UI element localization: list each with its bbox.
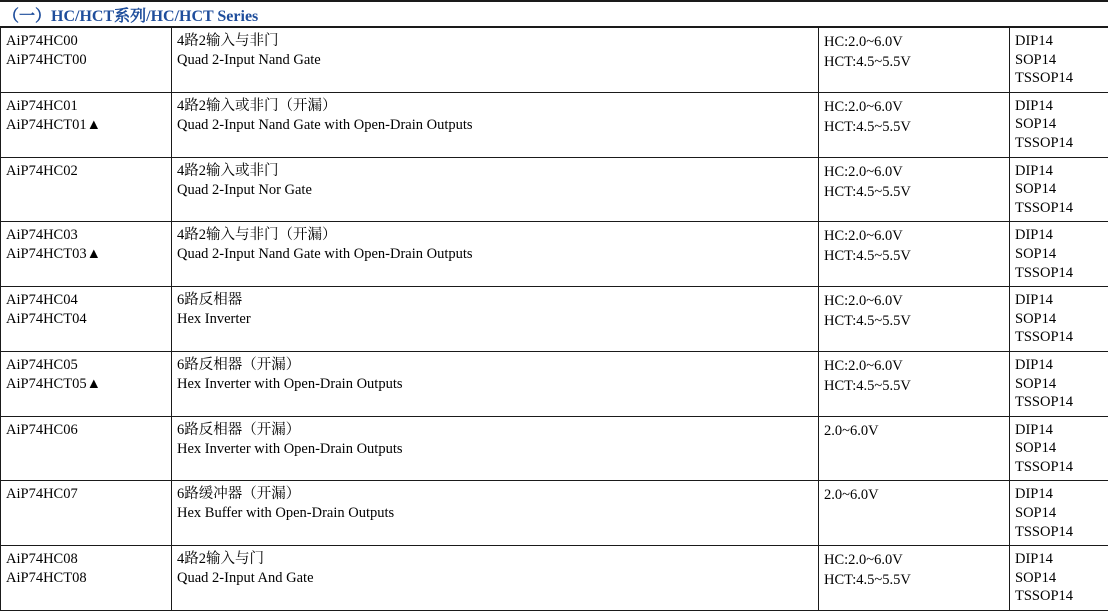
- package-text: SOP14: [1015, 504, 1108, 523]
- part-number-text: AiP74HCT05▲: [6, 375, 166, 394]
- package-cell: [1010, 351, 1108, 416]
- voltage-text: HCT:4.5~5.5V: [824, 117, 1004, 137]
- package-cell: [1010, 92, 1108, 157]
- part-number-text: AiP74HCT00: [6, 51, 166, 70]
- package-text: DIP14: [1015, 226, 1108, 245]
- package-text: TSSOP14: [1015, 69, 1108, 88]
- part-number-text: AiP74HCT08: [6, 569, 166, 588]
- table-row: [1, 351, 1108, 416]
- voltage-cell: [819, 222, 1010, 287]
- table-row: [1, 287, 1108, 352]
- description-chinese: 4路2输入或非门（开漏）: [177, 97, 813, 116]
- package-text: DIP14: [1015, 32, 1108, 51]
- part-number-cell: [1, 546, 172, 611]
- part-number-text: AiP74HCT04: [6, 310, 166, 329]
- package-text: SOP14: [1015, 180, 1108, 199]
- package-text: DIP14: [1015, 97, 1108, 116]
- voltage-text: HC:2.0~6.0V: [824, 356, 1004, 376]
- description-chinese: 6路反相器: [177, 291, 813, 310]
- part-number-cell: [1, 28, 172, 93]
- part-number-cell: [1, 481, 172, 546]
- package-text: TSSOP14: [1015, 458, 1108, 477]
- package-cell: [1010, 416, 1108, 481]
- description-english: Hex Inverter with Open-Drain Outputs: [177, 375, 813, 394]
- part-number-text: AiP74HC06: [6, 421, 166, 440]
- voltage-text: HC:2.0~6.0V: [824, 97, 1004, 117]
- description-cell: [172, 481, 819, 546]
- package-text: SOP14: [1015, 439, 1108, 458]
- description-cell: [172, 287, 819, 352]
- description-cell: [172, 157, 819, 222]
- package-text: DIP14: [1015, 291, 1108, 310]
- description-chinese: 4路2输入与非门（开漏）: [177, 226, 813, 245]
- package-text: TSSOP14: [1015, 264, 1108, 283]
- parts-table: [0, 27, 1108, 611]
- package-text: SOP14: [1015, 115, 1108, 134]
- package-text: SOP14: [1015, 375, 1108, 394]
- description-english: Quad 2-Input Nand Gate with Open-Drain Outputs: [177, 116, 813, 135]
- part-number-cell: [1, 222, 172, 287]
- parts-table-body: [1, 28, 1108, 611]
- package-text: DIP14: [1015, 162, 1108, 181]
- part-number-text: AiP74HC01: [6, 97, 166, 116]
- part-number-text: AiP74HC05: [6, 356, 166, 375]
- description-english: Quad 2-Input And Gate: [177, 569, 813, 588]
- table-row: [1, 92, 1108, 157]
- description-english: Quad 2-Input Nand Gate: [177, 51, 813, 70]
- voltage-text: HCT:4.5~5.5V: [824, 311, 1004, 331]
- package-text: SOP14: [1015, 310, 1108, 329]
- voltage-text: HCT:4.5~5.5V: [824, 570, 1004, 590]
- package-cell: [1010, 546, 1108, 611]
- description-chinese: 4路2输入与门: [177, 550, 813, 569]
- package-text: TSSOP14: [1015, 393, 1108, 412]
- voltage-cell: [819, 416, 1010, 481]
- part-number-text: AiP74HC08: [6, 550, 166, 569]
- part-number-text: AiP74HC07: [6, 485, 166, 504]
- voltage-text: HC:2.0~6.0V: [824, 226, 1004, 246]
- package-text: TSSOP14: [1015, 523, 1108, 542]
- package-cell: [1010, 157, 1108, 222]
- description-chinese: 6路缓冲器（开漏）: [177, 485, 813, 504]
- voltage-cell: [819, 481, 1010, 546]
- package-text: DIP14: [1015, 356, 1108, 375]
- voltage-text: HC:2.0~6.0V: [824, 550, 1004, 570]
- part-number-text: AiP74HC03: [6, 226, 166, 245]
- part-number-cell: [1, 92, 172, 157]
- voltage-cell: [819, 546, 1010, 611]
- voltage-text: HC:2.0~6.0V: [824, 291, 1004, 311]
- description-english: Quad 2-Input Nor Gate: [177, 181, 813, 200]
- voltage-text: 2.0~6.0V: [824, 485, 1004, 505]
- description-chinese: 4路2输入与非门: [177, 32, 813, 51]
- description-english: Hex Inverter with Open-Drain Outputs: [177, 440, 813, 459]
- package-cell: [1010, 287, 1108, 352]
- part-number-text: AiP74HC00: [6, 32, 166, 51]
- package-text: TSSOP14: [1015, 134, 1108, 153]
- part-number-cell: [1, 351, 172, 416]
- package-cell: [1010, 222, 1108, 287]
- description-cell: [172, 546, 819, 611]
- table-row: [1, 157, 1108, 222]
- table-row: [1, 416, 1108, 481]
- description-english: Quad 2-Input Nand Gate with Open-Drain Outputs: [177, 245, 813, 264]
- part-number-cell: [1, 416, 172, 481]
- part-number-text: AiP74HCT01▲: [6, 116, 166, 135]
- section-title: （一）HC/HCT系列/HC/HCT Series: [3, 3, 258, 26]
- package-text: DIP14: [1015, 550, 1108, 569]
- voltage-cell: [819, 157, 1010, 222]
- voltage-text: HCT:4.5~5.5V: [824, 52, 1004, 72]
- package-text: SOP14: [1015, 245, 1108, 264]
- description-chinese: 6路反相器（开漏）: [177, 356, 813, 375]
- package-text: TSSOP14: [1015, 328, 1108, 347]
- description-english: Hex Inverter: [177, 310, 813, 329]
- description-cell: [172, 351, 819, 416]
- description-cell: [172, 416, 819, 481]
- part-number-cell: [1, 157, 172, 222]
- package-text: TSSOP14: [1015, 587, 1108, 606]
- description-cell: [172, 28, 819, 93]
- package-text: DIP14: [1015, 485, 1108, 504]
- package-cell: [1010, 481, 1108, 546]
- description-english: Hex Buffer with Open-Drain Outputs: [177, 504, 813, 523]
- table-row: [1, 481, 1108, 546]
- part-number-cell: [1, 287, 172, 352]
- package-text: DIP14: [1015, 421, 1108, 440]
- voltage-cell: [819, 28, 1010, 93]
- package-text: TSSOP14: [1015, 199, 1108, 218]
- description-chinese: 6路反相器（开漏）: [177, 421, 813, 440]
- voltage-text: 2.0~6.0V: [824, 421, 1004, 441]
- description-cell: [172, 92, 819, 157]
- voltage-text: HC:2.0~6.0V: [824, 162, 1004, 182]
- voltage-cell: [819, 92, 1010, 157]
- voltage-text: HC:2.0~6.0V: [824, 32, 1004, 52]
- part-number-text: AiP74HC02: [6, 162, 166, 181]
- voltage-text: HCT:4.5~5.5V: [824, 376, 1004, 396]
- voltage-cell: [819, 287, 1010, 352]
- table-row: [1, 222, 1108, 287]
- part-number-text: AiP74HC04: [6, 291, 166, 310]
- part-number-text: AiP74HCT03▲: [6, 245, 166, 264]
- description-cell: [172, 222, 819, 287]
- description-chinese: 4路2输入或非门: [177, 162, 813, 181]
- section-header: [0, 0, 1108, 27]
- package-text: SOP14: [1015, 51, 1108, 70]
- package-text: SOP14: [1015, 569, 1108, 588]
- table-row: [1, 28, 1108, 93]
- voltage-cell: [819, 351, 1010, 416]
- voltage-text: HCT:4.5~5.5V: [824, 246, 1004, 266]
- table-row: [1, 546, 1108, 611]
- voltage-text: HCT:4.5~5.5V: [824, 182, 1004, 202]
- package-cell: [1010, 28, 1108, 93]
